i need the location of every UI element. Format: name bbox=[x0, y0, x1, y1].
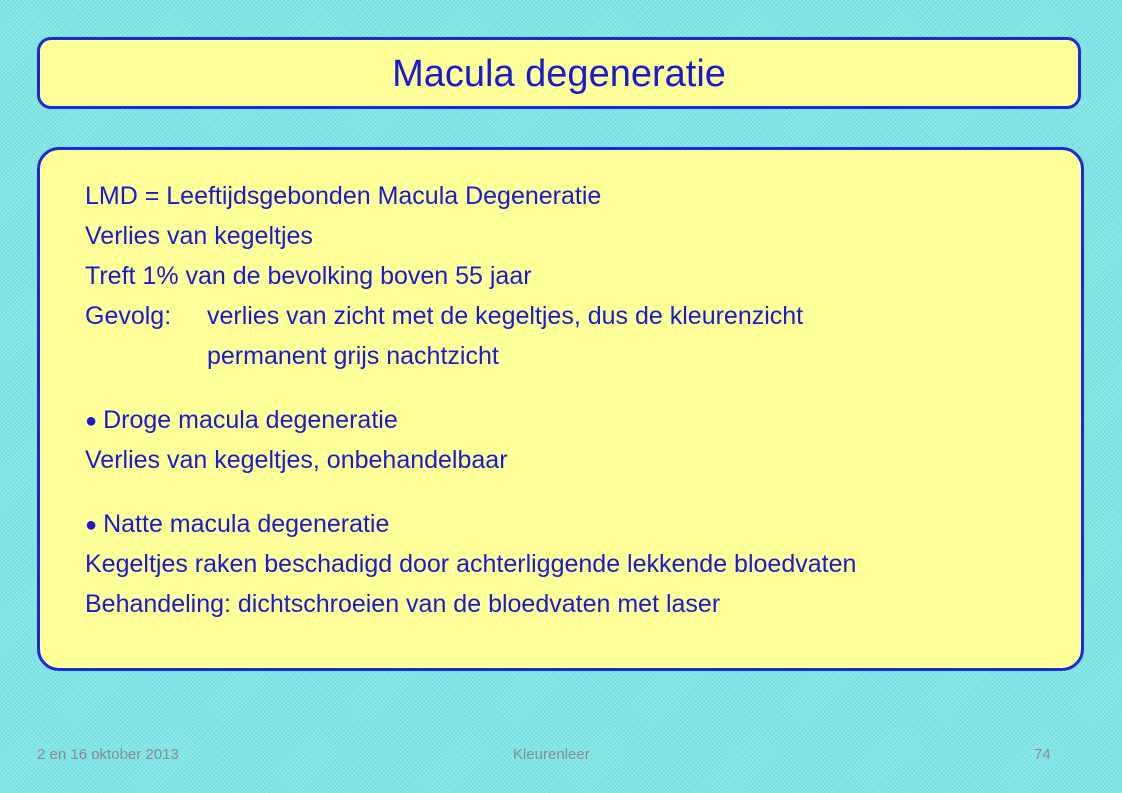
gevolg-text-2: permanent grijs nachtzicht bbox=[207, 342, 499, 370]
natte-heading-line bbox=[85, 504, 856, 544]
spacer bbox=[85, 480, 856, 504]
natte-heading: Natte macula degeneratie bbox=[103, 510, 390, 538]
title-box bbox=[37, 37, 1081, 109]
gevolg-label: Gevolg: bbox=[85, 302, 172, 330]
line-lmd: LMD = Leeftijdsgebonden Macula Degeneratie bbox=[85, 182, 602, 210]
natte-text-2: Behandeling: dichtschroeien van de bloedvaten met laser bbox=[85, 590, 721, 618]
footer-course: Kleurenleer bbox=[513, 746, 590, 763]
line-verlies: Verlies van kegeltjes bbox=[85, 222, 313, 250]
droge-text: Verlies van kegeltjes, onbehandelbaar bbox=[85, 446, 508, 474]
bullet-icon: ● bbox=[85, 410, 98, 432]
droge-heading: Droge macula degeneratie bbox=[103, 406, 398, 434]
droge-heading-line bbox=[85, 400, 856, 440]
slide-content bbox=[85, 176, 856, 624]
line-gevolg bbox=[85, 296, 856, 336]
spacer bbox=[85, 376, 856, 400]
page-title: Macula degeneratie bbox=[392, 53, 726, 95]
line-treft: Treft 1% van de bevolking boven 55 jaar bbox=[85, 262, 532, 290]
natte-text-1: Kegeltjes raken beschadigd door achterliggende lekkende bloedvaten bbox=[85, 550, 857, 578]
footer-date: 2 en 16 oktober 2013 bbox=[37, 746, 179, 763]
footer-page-number: 74 bbox=[1034, 746, 1051, 763]
bullet-icon: ● bbox=[85, 514, 98, 536]
content-box bbox=[37, 147, 1084, 671]
gevolg-text-1: verlies van zicht met de kegeltjes, dus de kleurenzicht bbox=[207, 302, 804, 330]
